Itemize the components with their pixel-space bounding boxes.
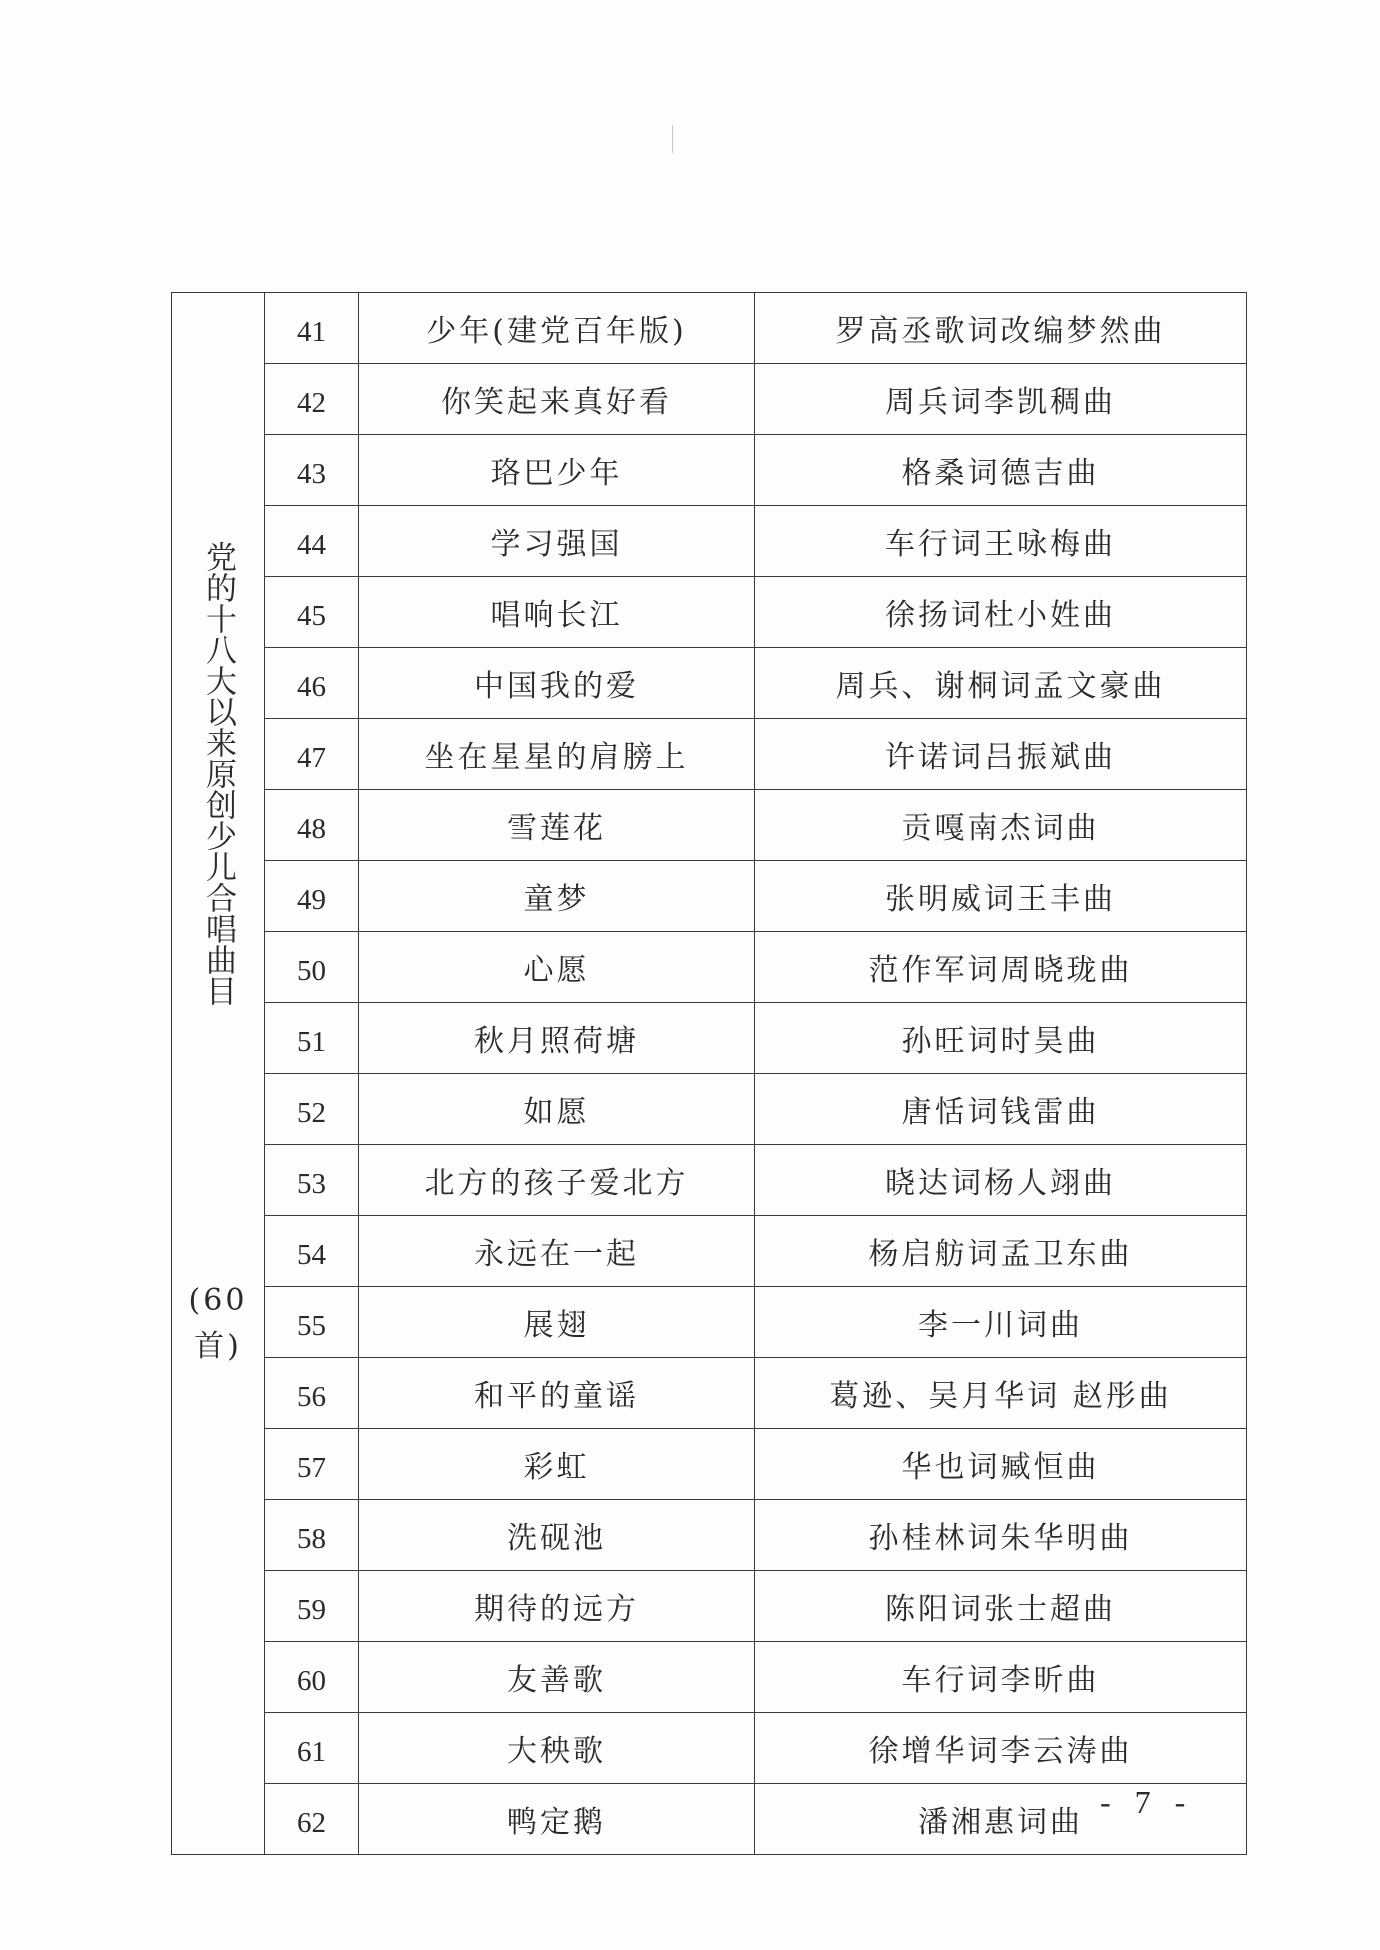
table-row <box>172 861 1247 932</box>
song-title: 期待的远方 <box>359 1571 755 1642</box>
song-table <box>171 292 1247 1855</box>
song-credits: 李一川词曲 <box>755 1287 1247 1358</box>
row-number: 46 <box>265 648 359 719</box>
song-credits: 徐增华词李云涛曲 <box>755 1713 1247 1784</box>
table-row <box>172 1784 1247 1855</box>
row-number: 45 <box>265 577 359 648</box>
category-count-line1: (60 <box>188 1283 248 1318</box>
table-row <box>172 1074 1247 1145</box>
row-number: 43 <box>265 435 359 506</box>
song-title: 洗砚池 <box>359 1500 755 1571</box>
row-number: 53 <box>265 1145 359 1216</box>
category-count-line2: 首) <box>194 1329 242 1364</box>
row-number: 55 <box>265 1287 359 1358</box>
table-body <box>172 293 1247 1855</box>
song-credits: 孙旺词时昊曲 <box>755 1003 1247 1074</box>
row-number: 62 <box>265 1784 359 1855</box>
category-cell <box>172 293 265 1855</box>
row-number: 49 <box>265 861 359 932</box>
table-row <box>172 719 1247 790</box>
row-number: 51 <box>265 1003 359 1074</box>
category-title: 党的十八大以来原创少儿合唱曲目 <box>200 540 236 1006</box>
song-title: 唱响长江 <box>359 577 755 648</box>
song-title: 永远在一起 <box>359 1216 755 1287</box>
table-row <box>172 364 1247 435</box>
song-credits: 格桑词德吉曲 <box>755 435 1247 506</box>
song-credits: 徐扬词杜小姓曲 <box>755 577 1247 648</box>
song-title: 彩虹 <box>359 1429 755 1500</box>
table-row <box>172 1216 1247 1287</box>
table-row <box>172 1358 1247 1429</box>
row-number: 60 <box>265 1642 359 1713</box>
song-title: 鸭定鹅 <box>359 1784 755 1855</box>
song-title: 雪莲花 <box>359 790 755 861</box>
table-row <box>172 577 1247 648</box>
table-row <box>172 293 1247 364</box>
song-title: 心愿 <box>359 932 755 1003</box>
category-inner <box>172 293 264 1683</box>
table-row <box>172 1003 1247 1074</box>
table-row <box>172 435 1247 506</box>
song-credits: 许诺词吕振斌曲 <box>755 719 1247 790</box>
song-credits: 周兵、谢桐词孟文豪曲 <box>755 648 1247 719</box>
song-credits: 杨启舫词孟卫东曲 <box>755 1216 1247 1287</box>
song-credits: 孙桂林词朱华明曲 <box>755 1500 1247 1571</box>
row-number: 59 <box>265 1571 359 1642</box>
row-number: 52 <box>265 1074 359 1145</box>
song-credits: 晓达词杨人翊曲 <box>755 1145 1247 1216</box>
song-title: 少年(建党百年版) <box>359 293 755 364</box>
row-number: 44 <box>265 506 359 577</box>
song-credits: 唐恬词钱雷曲 <box>755 1074 1247 1145</box>
song-title: 友善歌 <box>359 1642 755 1713</box>
table-row <box>172 932 1247 1003</box>
song-title: 你笑起来真好看 <box>359 364 755 435</box>
row-number: 58 <box>265 1500 359 1571</box>
table-row <box>172 790 1247 861</box>
row-number: 48 <box>265 790 359 861</box>
song-credits: 罗高丞歌词改编梦然曲 <box>755 293 1247 364</box>
song-title: 学习强国 <box>359 506 755 577</box>
table-row <box>172 1287 1247 1358</box>
table-row <box>172 1500 1247 1571</box>
song-credits: 周兵词李凯稠曲 <box>755 364 1247 435</box>
table-row <box>172 1642 1247 1713</box>
song-title: 如愿 <box>359 1074 755 1145</box>
table-row <box>172 1429 1247 1500</box>
song-credits: 贡嘎南杰词曲 <box>755 790 1247 861</box>
table-row <box>172 506 1247 577</box>
song-title: 和平的童谣 <box>359 1358 755 1429</box>
song-credits: 潘湘惠词曲 <box>755 1784 1247 1855</box>
song-credits: 葛逊、吴月华词 赵彤曲 <box>755 1358 1247 1429</box>
row-number: 50 <box>265 932 359 1003</box>
row-number: 61 <box>265 1713 359 1784</box>
scan-artifact <box>672 125 673 153</box>
song-title: 北方的孩子爱北方 <box>359 1145 755 1216</box>
song-title: 珞巴少年 <box>359 435 755 506</box>
row-number: 54 <box>265 1216 359 1287</box>
song-title: 大秧歌 <box>359 1713 755 1784</box>
song-credits: 范作军词周晓珑曲 <box>755 932 1247 1003</box>
table-row <box>172 1571 1247 1642</box>
row-number: 47 <box>265 719 359 790</box>
song-title: 坐在星星的肩膀上 <box>359 719 755 790</box>
song-title: 童梦 <box>359 861 755 932</box>
song-credits: 车行词王咏梅曲 <box>755 506 1247 577</box>
row-number: 41 <box>265 293 359 364</box>
song-credits: 车行词李昕曲 <box>755 1642 1247 1713</box>
table-row <box>172 1713 1247 1784</box>
song-credits: 华也词臧恒曲 <box>755 1429 1247 1500</box>
category-count <box>172 1278 264 1370</box>
row-number: 56 <box>265 1358 359 1429</box>
page-number: - 7 - <box>1100 1784 1194 1820</box>
song-title: 秋月照荷塘 <box>359 1003 755 1074</box>
table-row <box>172 648 1247 719</box>
song-title: 中国我的爱 <box>359 648 755 719</box>
song-credits: 陈阳词张士超曲 <box>755 1571 1247 1642</box>
row-number: 42 <box>265 364 359 435</box>
song-title: 展翅 <box>359 1287 755 1358</box>
song-credits: 张明威词王丰曲 <box>755 861 1247 932</box>
table-row <box>172 1145 1247 1216</box>
row-number: 57 <box>265 1429 359 1500</box>
